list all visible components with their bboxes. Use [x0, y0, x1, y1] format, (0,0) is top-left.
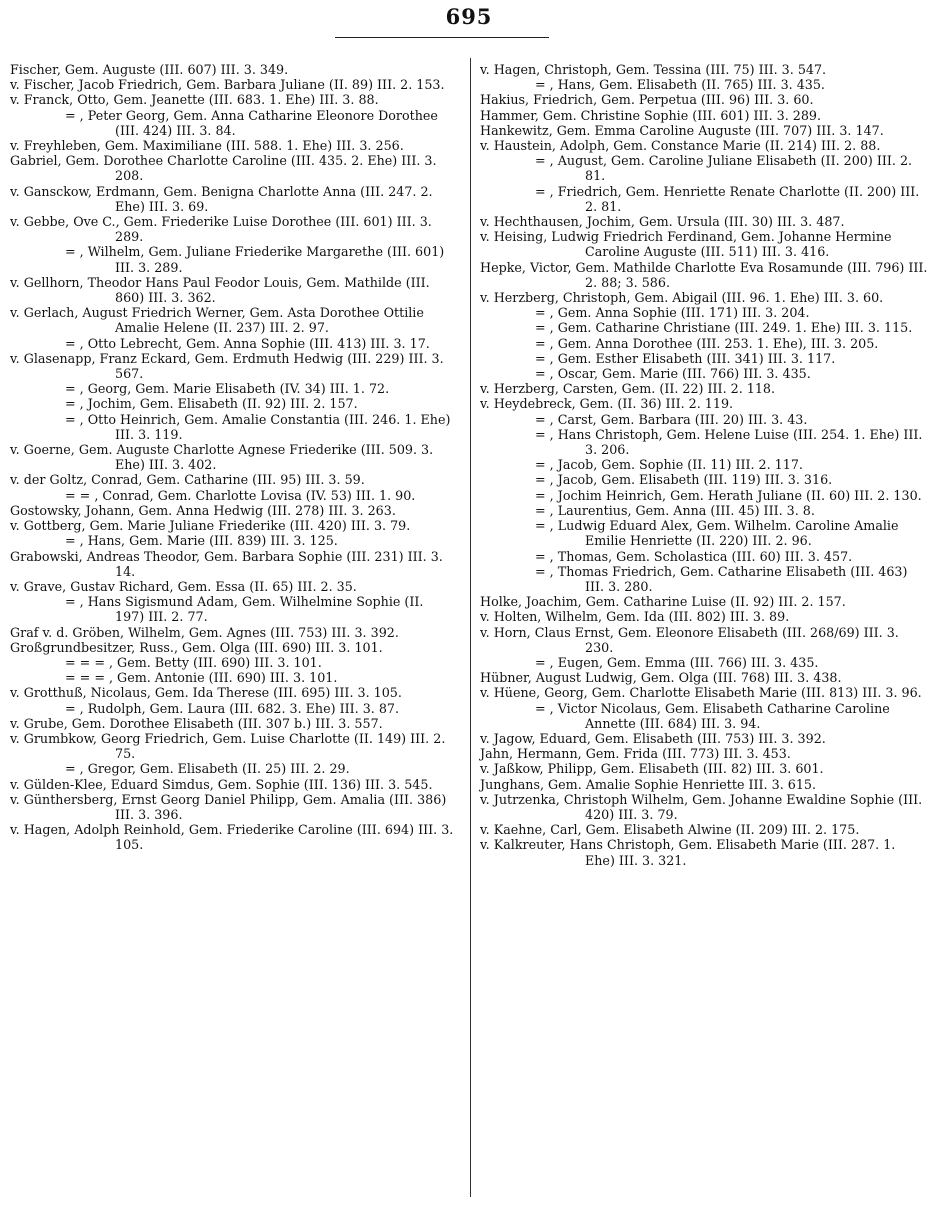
index-entry: Gabriel, Gem. Dorothee Charlotte Caroline (III. 435. 2. Ehe) III. 3. 208.	[10, 153, 437, 184]
index-entry: v. Günthersberg, Ernst Georg Daniel Philipp, Gem. Amalia (III. 386) III. 3. 396.	[10, 791, 447, 822]
index-entry: v. Goerne, Gem. Auguste Charlotte Agnese Friederike (III. 509. 3. Ehe) III. 3. 402.	[10, 442, 434, 473]
index-entry: Hammer, Gem. Christine Sophie (III. 601) III. 3. 289.	[480, 107, 822, 123]
index-entry: v. Herzberg, Christoph, Gem. Abigail (III. 96. 1. Ehe) III. 3. 60.	[480, 290, 884, 306]
index-entry: Junghans, Gem. Amalie Sophie Henriette III. 3. 615.	[480, 776, 817, 792]
right-column	[480, 62, 928, 868]
index-entry: = , Jochim Heinrich, Gem. Herath Juliane (II. 60) III. 2. 130.	[535, 487, 922, 503]
index-entry: = , Gem. Anna Dorothee (III. 253. 1. Ehe), III. 3. 205.	[535, 335, 879, 351]
index-entry: = , Laurentius, Gem. Anna (III. 45) III. 3. 8.	[535, 502, 815, 518]
index-entry: = = = , Gem. Betty (III. 690) III. 3. 101.	[65, 654, 322, 670]
index-entry: = , Jacob, Gem. Sophie (II. 11) III. 2. 117.	[535, 457, 803, 473]
index-entry: v. Gansckow, Erdmann, Gem. Benigna Charlotte Anna (III. 247. 2. Ehe) III. 3. 69.	[10, 183, 433, 214]
index-entry: Gostowsky, Johann, Gem. Anna Hedwig (III. 278) III. 3. 263.	[10, 502, 396, 518]
index-entry: Hakius, Friedrich, Gem. Perpetua (III. 96) III. 3. 60.	[480, 92, 814, 108]
index-entry: Hankewitz, Gem. Emma Caroline Auguste (III. 707) III. 3. 147.	[480, 122, 884, 138]
index-entry: Holke, Joachim, Gem. Catharine Luise (II. 92) III. 2. 157.	[480, 594, 846, 610]
index-entry: v. Jagow, Eduard, Gem. Elisabeth (III. 753) III. 3. 392.	[480, 730, 826, 746]
index-entry: v. Herzberg, Carsten, Gem. (II. 22) III. 2. 118.	[480, 381, 776, 397]
index-entry: v. Hagen, Adolph Reinhold, Gem. Friederike Caroline (III. 694) III. 3. 105.	[10, 822, 454, 853]
index-entry: = , Victor Nicolaus, Gem. Elisabeth Catharine Caroline Annette (III. 684) III. 3. 94.	[535, 700, 890, 731]
index-entry: Hübner, August Ludwig, Gem. Olga (III. 768) III. 3. 438.	[480, 670, 842, 686]
header-rule	[335, 37, 549, 38]
index-entry: = = , Conrad, Gem. Charlotte Lovisa (IV. 53) III. 1. 90.	[65, 487, 416, 503]
index-entry: = , Georg, Gem. Marie Elisabeth (IV. 34) III. 1. 72.	[65, 381, 390, 397]
index-entry: = , Otto Lebrecht, Gem. Anna Sophie (III. 413) III. 3. 17.	[65, 335, 430, 351]
index-entry: v. Glasenapp, Franz Eckard, Gem. Erdmuth Hedwig (III. 229) III. 3. 567.	[10, 350, 444, 382]
page-number: 695	[445, 4, 493, 29]
index-entry: v. Grube, Gem. Dorothee Elisabeth (III. 307 b.) III. 3. 557.	[10, 715, 383, 731]
index-entry: = , Gem. Esther Elisabeth (III. 341) III. 3. 117.	[535, 350, 836, 366]
index-entry: = , Hans, Gem. Elisabeth (II. 765) III. 3. 435.	[535, 77, 825, 93]
index-entry: v. Grotthuß, Nicolaus, Gem. Ida Therese (III. 695) III. 3. 105.	[10, 685, 402, 701]
index-entry: = , Peter Georg, Gem. Anna Catharine Eleonore Dorothee (III. 424) III. 3. 84.	[65, 107, 438, 138]
index-entry: = , Thomas, Gem. Scholastica (III. 60) III. 3. 457.	[535, 548, 853, 564]
index-entry: v. Heising, Ludwig Friedrich Ferdinand, Gem. Johanne Hermine Caroline Auguste (III. 511) III. 3. 416.	[480, 229, 892, 260]
index-entry: v. Freyhleben, Gem. Maximiliane (III. 588. 1. Ehe) III. 3. 256.	[10, 138, 404, 154]
index-entry: = , Ludwig Eduard Alex, Gem. Wilhelm. Caroline Amalie Emilie Henriette (II. 220) III. 2. 96.	[535, 518, 899, 549]
index-entry: v. Heydebreck, Gem. (II. 36) III. 2. 119.	[480, 396, 734, 412]
index-entry: v. Jutrzenka, Christoph Wilhelm, Gem. Johanne Ewaldine Sophie (III. 420) III. 3. 79.	[480, 791, 923, 822]
index-entry: Jahn, Hermann, Gem. Frida (III. 773) III. 3. 453.	[480, 746, 791, 762]
index-entry: v. Grumbkow, Georg Friedrich, Gem. Luise Charlotte (II. 149) III. 2. 75.	[10, 730, 446, 762]
column-divider	[470, 58, 471, 1197]
index-entry: = , Carst, Gem. Barbara (III. 20) III. 3. 43.	[535, 411, 808, 427]
index-entry: = , Hans, Gem. Marie (III. 839) III. 3. 125.	[65, 533, 338, 549]
index-entry: Fischer, Gem. Auguste (III. 607) III. 3. 349.	[10, 62, 289, 77]
index-entry: = , Thomas Friedrich, Gem. Catharine Elisabeth (III. 463) III. 3. 280.	[535, 563, 908, 594]
index-entry: v. Franck, Otto, Gem. Jeanette (III. 683. 1. Ehe) III. 3. 88.	[10, 92, 379, 108]
index-entry: v. Fischer, Jacob Friedrich, Gem. Barbara Juliane (II. 89) III. 2. 153.	[10, 77, 445, 93]
index-entry: v. Jaßkow, Philipp, Gem. Elisabeth (III. 82) III. 3. 601.	[480, 761, 824, 777]
index-entry: v. Haustein, Adolph, Gem. Constance Marie (II. 214) III. 2. 88.	[480, 138, 881, 154]
index-entry: v. Gebbe, Ove C., Gem. Friederike Luise Dorothee (III. 601) III. 3. 289.	[10, 214, 432, 245]
index-entry: v. Gülden-Klee, Eduard Simdus, Gem. Sophie (III. 136) III. 3. 545.	[10, 776, 433, 792]
index-entry: v. Grave, Gustav Richard, Gem. Essa (II. 65) III. 2. 35.	[10, 578, 357, 594]
index-entry: v. Hechthausen, Jochim, Gem. Ursula (III. 30) III. 3. 487.	[480, 214, 845, 230]
left-column	[10, 62, 456, 853]
index-entry: = , Gem. Anna Sophie (III. 171) III. 3. 204.	[535, 305, 810, 321]
index-entry: v. der Goltz, Conrad, Gem. Catharine (III. 95) III. 3. 59.	[10, 472, 365, 488]
index-entry: Grabowski, Andreas Theodor, Gem. Barbara Sophie (III. 231) III. 3. 14.	[10, 548, 443, 579]
index-entry: v. Gellhorn, Theodor Hans Paul Feodor Louis, Gem. Mathilde (III. 860) III. 3. 362.	[10, 274, 430, 306]
index-entry: v. Holten, Wilhelm, Gem. Ida (III. 802) III. 3. 89.	[480, 609, 790, 625]
index-entry: = , Friedrich, Gem. Henriette Renate Charlotte (II. 200) III. 2. 81.	[535, 183, 920, 214]
index-entry: = , Gregor, Gem. Elisabeth (II. 25) III. 2. 29.	[65, 761, 350, 777]
index-entry: = , Jochim, Gem. Elisabeth (II. 92) III. 2. 157.	[65, 396, 358, 412]
index-entry: Großgrundbesitzer, Russ., Gem. Olga (III. 690) III. 3. 101.	[10, 639, 383, 655]
index-entry: v. Kalkreuter, Hans Christoph, Gem. Elisabeth Marie (III. 287. 1. Ehe) III. 3. 321.	[480, 837, 896, 868]
index-entry: = , Hans Sigismund Adam, Gem. Wilhelmine Sophie (II. 197) III. 2. 77.	[65, 594, 424, 625]
index-entry: v. Hüene, Georg, Gem. Charlotte Elisabeth Marie (III. 813) III. 3. 96.	[480, 685, 922, 701]
index-entry: Graf v. d. Gröben, Wilhelm, Gem. Agnes (III. 753) III. 3. 392.	[10, 624, 399, 640]
index-entry: v. Hagen, Christoph, Gem. Tessina (III. 75) III. 3. 547.	[480, 62, 827, 77]
index-entry: = , August, Gem. Caroline Juliane Elisabeth (II. 200) III. 2. 81.	[535, 153, 913, 184]
index-entry: = , Rudolph, Gem. Laura (III. 682. 3. Ehe) III. 3. 87.	[65, 700, 400, 716]
index-entry: v. Gerlach, August Friedrich Werner, Gem. Asta Dorothee Ottilie Amalie Helene (II. 237) III. 2. 97.	[10, 305, 424, 336]
index-entry: = , Oscar, Gem. Marie (III. 766) III. 3. 435.	[535, 366, 811, 382]
index-entry: = , Otto Heinrich, Gem. Amalie Constantia (III. 246. 1. Ehe) III. 3. 119.	[65, 411, 451, 442]
index-entry: = , Wilhelm, Gem. Juliane Friederike Margarethe (III. 601) III. 3. 289.	[65, 244, 445, 275]
index-entry: Hepke, Victor, Gem. Mathilde Charlotte Eva Rosamunde (III. 796) III. 2. 88; 3. 586.	[480, 259, 928, 290]
index-entry: = , Jacob, Gem. Elisabeth (III. 119) III. 3. 316.	[535, 472, 833, 488]
index-entry: = , Eugen, Gem. Emma (III. 766) III. 3. 435.	[535, 654, 819, 670]
index-entry: = , Hans Christoph, Gem. Helene Luise (III. 254. 1. Ehe) III. 3. 206.	[535, 426, 923, 458]
index-entry: = , Gem. Catharine Christiane (III. 249. 1. Ehe) III. 3. 115.	[535, 320, 913, 336]
index-entry: v. Kaehne, Carl, Gem. Elisabeth Alwine (II. 209) III. 2. 175.	[480, 822, 860, 838]
index-entry: v. Gottberg, Gem. Marie Juliane Friederike (III. 420) III. 3. 79.	[10, 518, 411, 534]
index-entry: = = = , Gem. Antonie (III. 690) III. 3. 101.	[65, 670, 338, 686]
index-entry: v. Horn, Claus Ernst, Gem. Eleonore Elisabeth (III. 268/69) III. 3. 230.	[480, 624, 899, 655]
